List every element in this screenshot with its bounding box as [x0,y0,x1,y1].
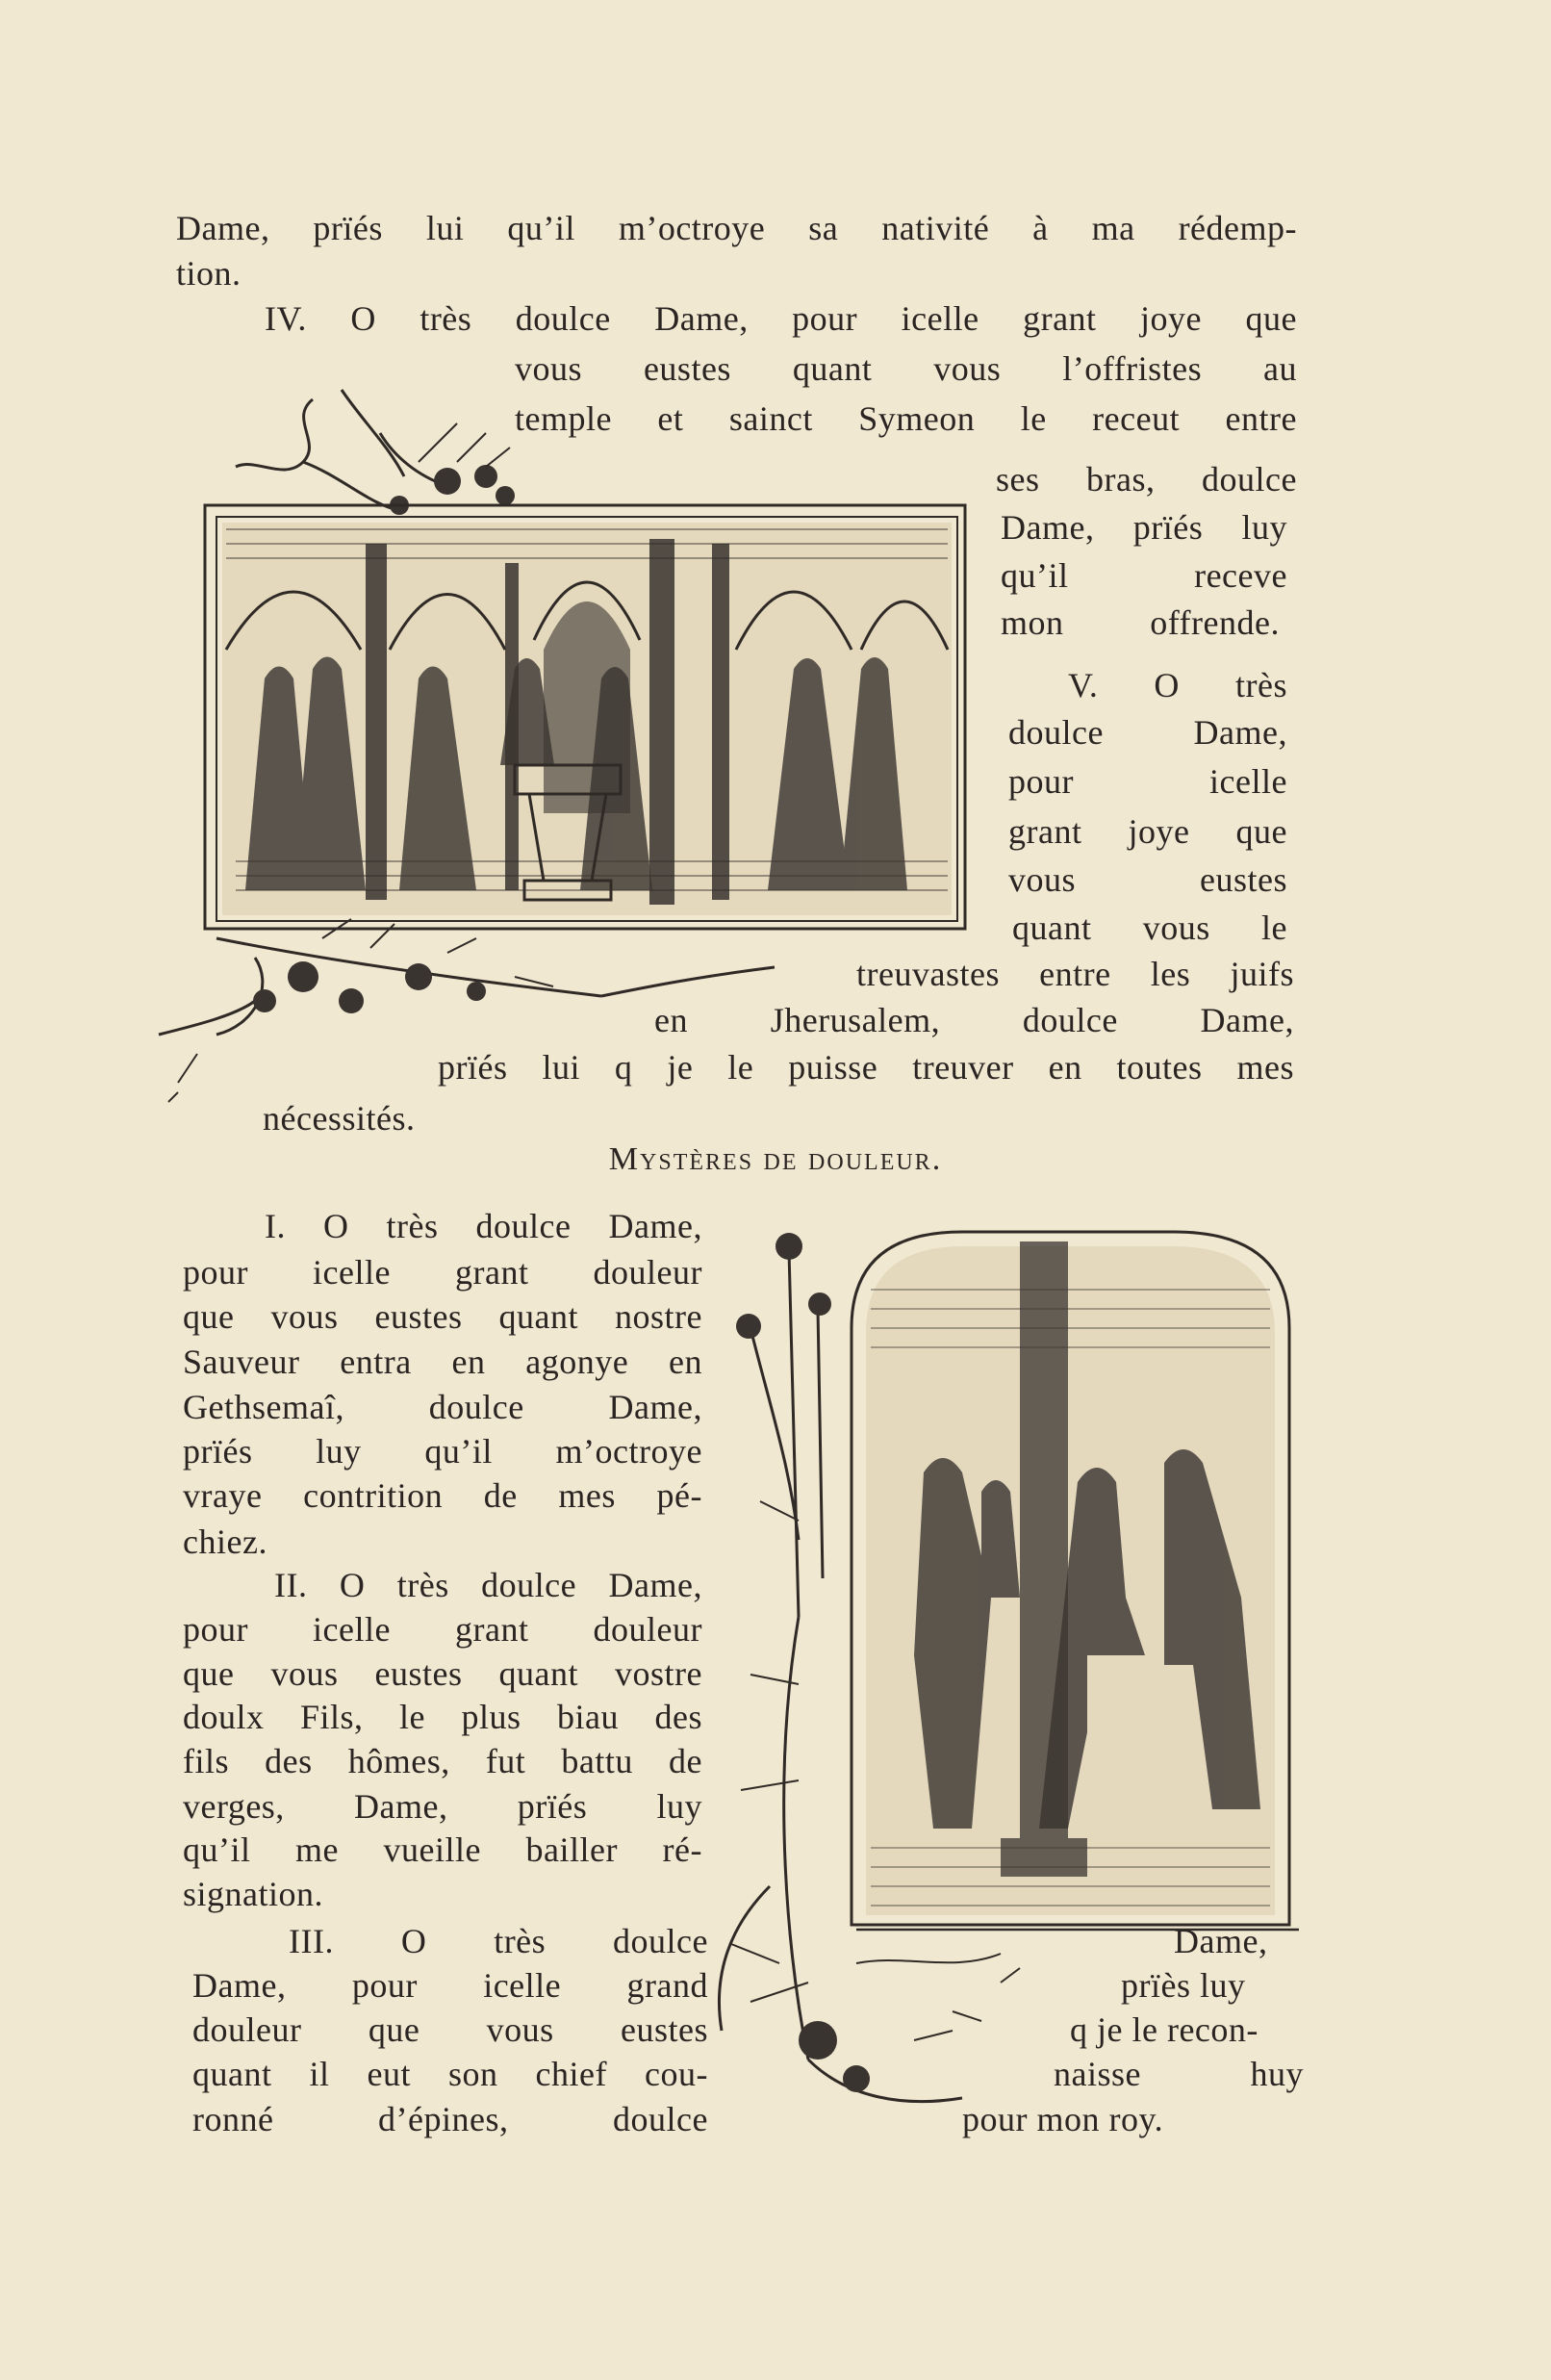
text-line: prïès luy [1121,1966,1246,2005]
text-line: doulce Dame, [1008,713,1287,752]
text-line: doulx Fils, le plus biau des [183,1698,702,1736]
text-line: Dame, prïés luy [1001,508,1287,547]
text-line: pour icelle grant douleur [183,1253,702,1292]
text-line: en Jherusalem, doulce Dame, [654,1001,1294,1039]
text-line: Dame, [1174,1922,1268,1960]
text-line: prïés luy qu’il m’octroye [183,1432,702,1471]
text-line: vous eustes quant vous l’offristes au [515,349,1297,388]
text-line: quant vous le [1012,908,1287,947]
text-line: tion. [176,254,242,293]
text-line: vous eustes [1008,860,1287,899]
text-line: ronné d’épines, doulce [192,2100,708,2138]
text-line: treuvastes entre les juifs [856,955,1294,993]
text-line: naisse huy [1054,2055,1304,2093]
text-line: ses bras, doulce [996,460,1297,499]
text-line: quant il eut son chief cou- [192,2055,708,2093]
text-line: III. O très doulce [289,1922,708,1960]
text-line: verges, Dame, prïés luy [183,1787,702,1826]
text-line: Dame, prïés lui qu’il m’octroye sa nativité à ma rédemp- [176,209,1297,247]
text-line: chiez. [183,1523,267,1561]
text-line: nécessités. [263,1099,416,1138]
text-line: Sauveur entra en agonye en [183,1343,702,1381]
text-line: I. O très doulce Dame, [265,1207,702,1245]
text-line: qu’il receve [1001,556,1287,595]
text-line: que vous eustes quant nostre [183,1297,702,1336]
text-line: fils des hômes, fut battu de [183,1742,702,1780]
text-line: pour icelle [1008,762,1287,801]
text-line: signation. [183,1875,323,1913]
text-line: Gethsemaî, doulce Dame, [183,1388,702,1426]
text-line: Dame, pour icelle grand [192,1966,708,2005]
text-line: grant joye que [1008,812,1287,851]
text-line: que vous eustes quant vostre [183,1654,702,1693]
text-line: pour mon roy. [962,2100,1164,2138]
text-line: II. O très doulce Dame, [274,1566,702,1604]
text-line: vraye contrition de mes pé- [183,1476,702,1515]
text-line: IV. O très doulce Dame, pour icelle grant joye que [265,299,1297,338]
text-line: temple et sainct Symeon le receut entre [515,399,1297,438]
section-heading: Mystères de douleur. [608,1141,943,1177]
text-line: pour icelle grant douleur [183,1610,702,1649]
text-line: V. O très [1068,666,1287,704]
text-line: douleur que vous eustes [192,2010,708,2049]
text-line: qu’il me vueille bailler ré- [183,1830,702,1869]
text-line: q je le recon- [1070,2010,1259,2049]
text-line: prïés lui q je le puisse treuver en toutes mes [438,1048,1294,1087]
text-line: mon offrende. [1001,603,1280,642]
